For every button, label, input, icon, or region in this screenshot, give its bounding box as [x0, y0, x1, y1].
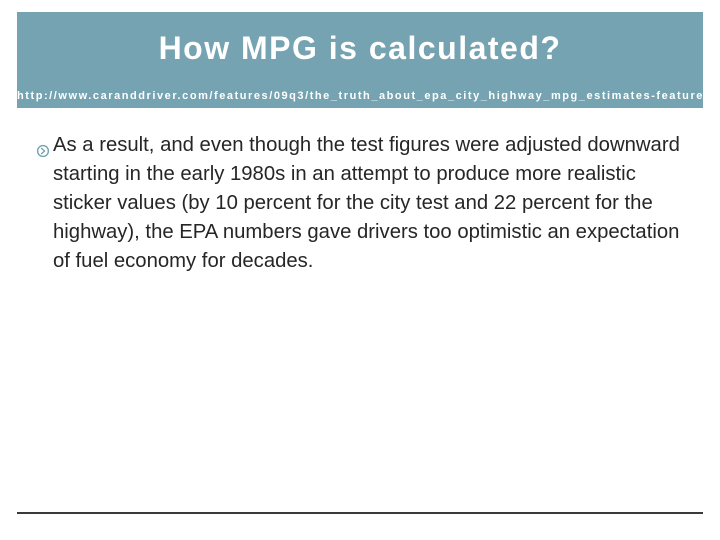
- bullet-text: As a result, and even though the test figures were adjusted downward starting in the early 1980s in an attempt to produce more realistic sticker values (by 10 percent for the city test and 22 percent for the highway), the EPA numbers gave drivers too optimistic an expectation of fuel economy for decades.: [53, 134, 680, 272]
- bullet-item: [36, 131, 696, 276]
- title-band: [17, 12, 703, 108]
- body-content: [36, 131, 696, 276]
- footer-divider: [17, 512, 703, 514]
- slide-title: How MPG is calculated?: [158, 30, 562, 66]
- source-url: http://www.caranddriver.com/features/09q3/the_truth_about_epa_city_highway_mpg_estimates-feature: [17, 90, 704, 102]
- bullet-arrow-icon: [36, 138, 50, 152]
